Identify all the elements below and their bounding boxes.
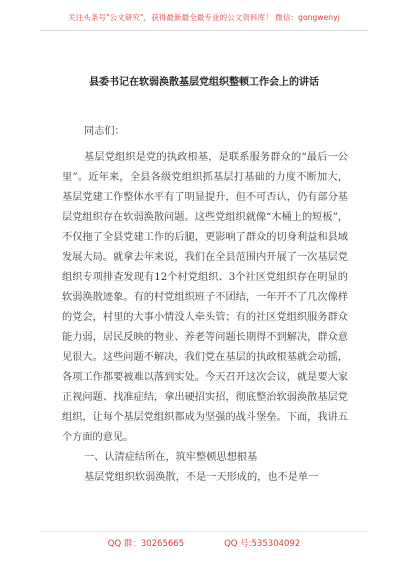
section-paragraph: 基层党组织软弱涣散，不是一天形成的，也不是单一 (84, 472, 319, 483)
document-body (62, 122, 348, 488)
section-heading: 一、认清症结所在，筑牢整顿思想根基 (84, 452, 258, 463)
footer-divider (40, 531, 368, 532)
header-divider (40, 30, 368, 31)
qq-number: QQ 号:535304092 (224, 539, 301, 549)
document-title: 县委书记在软弱涣散基层党组织整顿工作会上的讲话 (89, 77, 319, 88)
salutation: 同志们： (84, 126, 125, 137)
qq-group: QQ 群：30265665 (107, 539, 185, 549)
top-banner: 关注头条号"公文研究"，获得最新最全最专业的公文资料库！ 微信：gongwenyj (68, 13, 340, 22)
footer (0, 537, 408, 549)
body-paragraph: 基层党组织是党的执政根基，是联系服务群众的“最后一公里”。近年来，全县各级党组织抓基层打基础的力度不断加大，基层党建工作整体水平有了明显提升，但不可否认，仍有部分基层党组织存在软弱涣散问题。这些党组织就像“木桶上的短板”，不仅拖了全县党建工作的后腿，更影响了群众的切身利益和县域发展大局。就拿去年来说，我们在全县范围内开展了一次基层党组织专项排查发现有12个村党组织、3个社区党组织存在明显的软弱涣散迹象。有的村党组织班子不团结，一年开不了几次像样的党会，村里的大事小情没人牵头管；有的社区党组织服务群众能力弱，居民反映的物业、养老等问题长期得不到解决，群众意见很大。这些问题不解决，我们党在基层的执政根基就会动摇，各项工作都要被难以落到实处。今天召开这次会议，就是要大家正视问题、找准症结，拿出硬招实招，彻底整治软弱涣散基层党组织，让每个基层党组织都成为坚强的战斗堡垒。下面，我讲五个方面的意见。 (62, 152, 348, 443)
